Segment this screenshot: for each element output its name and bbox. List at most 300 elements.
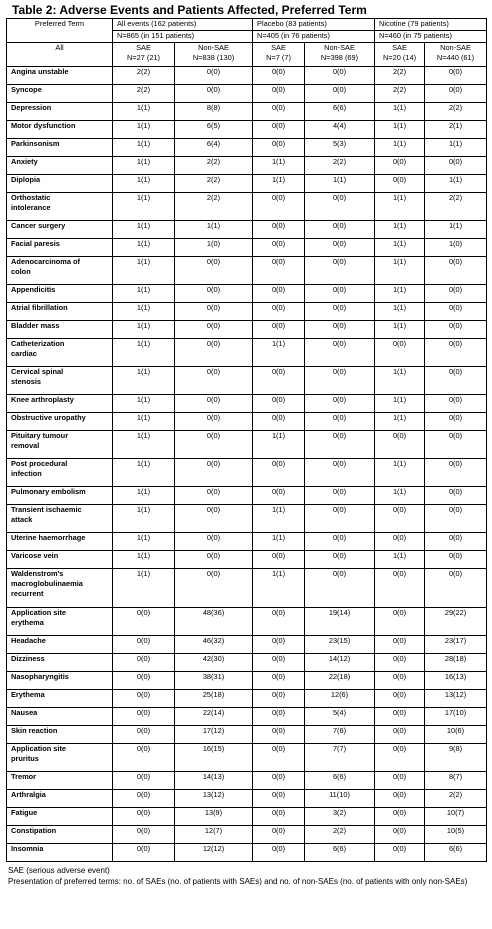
nonsae-label: Non-SAE (198, 43, 229, 52)
preferred-term-cell (7, 459, 113, 487)
preferred-term-line: Application site (11, 608, 67, 617)
nicotine-header: Nicotine (79 patients) (375, 19, 487, 31)
preferred-term-line: cardiac (11, 349, 37, 358)
preferred-term-line: Headache (11, 636, 46, 645)
preferred-term-line: Skin reaction (11, 726, 58, 735)
preferred-term-line: Nausea (11, 708, 38, 717)
all-sae-cell: 0(0) (113, 690, 175, 708)
all-sae-cell: 1(1) (113, 551, 175, 569)
nicotine-sae-cell: 0(0) (375, 844, 425, 862)
table-body (7, 67, 487, 862)
table-row (7, 431, 487, 459)
all-label: All (7, 43, 113, 67)
preferred-term-cell (7, 339, 113, 367)
nicotine-nonsae-cell: 0(0) (425, 85, 487, 103)
nicotine-nonsae-cell: 2(2) (425, 103, 487, 121)
placebo-nonsae-cell: 4(4) (305, 121, 375, 139)
nicotine-sae-cell: 1(1) (375, 395, 425, 413)
table-row (7, 339, 487, 367)
nicotine-sae-cell: 0(0) (375, 533, 425, 551)
preferred-term-line: Cancer surgery (11, 221, 66, 230)
preferred-term-cell (7, 533, 113, 551)
placebo-nonsae-cell: 0(0) (305, 85, 375, 103)
nicotine-nonsae-cell: 0(0) (425, 569, 487, 608)
nicotine-sae-cell: 0(0) (375, 608, 425, 636)
nicotine-nonsae-cell: 2(2) (425, 193, 487, 221)
all-sae-cell: 0(0) (113, 772, 175, 790)
placebo-nonsae-cell: 7(6) (305, 726, 375, 744)
all-nonsae-cell: 0(0) (175, 395, 253, 413)
all-sae-cell: 1(1) (113, 395, 175, 413)
all-sae-cell: 0(0) (113, 708, 175, 726)
nicotine-sae-cell: 1(1) (375, 257, 425, 285)
all-sae-cell: 1(1) (113, 221, 175, 239)
preferred-term-line: recurrent (11, 589, 44, 598)
preferred-term-cell (7, 157, 113, 175)
placebo-sae-cell: 0(0) (253, 85, 305, 103)
preferred-term-line: Adenocarcinoma of (11, 257, 80, 266)
placebo-sae-cell: 0(0) (253, 726, 305, 744)
all-sae-cell: 0(0) (113, 726, 175, 744)
preferred-term-cell (7, 808, 113, 826)
preferred-term-line: Orthostatic (11, 193, 51, 202)
placebo-sae-cell: 0(0) (253, 367, 305, 395)
placebo-nonsae-cell: 3(2) (305, 808, 375, 826)
table-row (7, 826, 487, 844)
all-sae-cell: 1(1) (113, 569, 175, 608)
placebo-nonsae-cell: 0(0) (305, 413, 375, 431)
placebo-header: Placebo (83 patients) (253, 19, 375, 31)
all-sae-cell: 1(1) (113, 139, 175, 157)
table-row (7, 533, 487, 551)
all-sae-cell: 1(1) (113, 175, 175, 193)
sae-label: SAE (271, 43, 286, 52)
table-row (7, 239, 487, 257)
placebo-nonsae-cell: 0(0) (305, 239, 375, 257)
all-sae-cell: 1(1) (113, 505, 175, 533)
nicotine-sae-cell: 1(1) (375, 221, 425, 239)
nicotine-sae-cell: 0(0) (375, 175, 425, 193)
all-sae-cell: 0(0) (113, 790, 175, 808)
all-sae-cell: 1(1) (113, 533, 175, 551)
all-sae-cell: 1(1) (113, 303, 175, 321)
preferred-term-cell (7, 85, 113, 103)
nicotine-sae-cell: 0(0) (375, 569, 425, 608)
sae-count: N=7 (7) (266, 53, 291, 62)
nicotine-sae-cell: 0(0) (375, 654, 425, 672)
preferred-term-line: Waldenstrom's (11, 569, 64, 578)
placebo-sae-cell: 0(0) (253, 636, 305, 654)
nicotine-nonsae-cell: 0(0) (425, 413, 487, 431)
all-sae-cell: 1(1) (113, 239, 175, 257)
placebo-sae-cell: 1(1) (253, 505, 305, 533)
placebo-sae-cell: 0(0) (253, 690, 305, 708)
all-sae-cell: 1(1) (113, 367, 175, 395)
nicotine-sae-cell: 0(0) (375, 672, 425, 690)
nicotine-sae-cell: 1(1) (375, 193, 425, 221)
preferred-term-cell (7, 413, 113, 431)
placebo-nonsae-cell: 0(0) (305, 487, 375, 505)
preferred-term-cell (7, 221, 113, 239)
preferred-term-cell (7, 505, 113, 533)
placebo-nonsae-cell: 0(0) (305, 67, 375, 85)
nicotine-nonsae-cell: 0(0) (425, 303, 487, 321)
preferred-term-line: Insomnia (11, 844, 44, 853)
nicotine-sae-cell: 1(1) (375, 367, 425, 395)
preferred-term-line: Catheterization (11, 339, 65, 348)
preferred-term-line: Parkinsonism (11, 139, 60, 148)
all-nonsae-cell: 16(15) (175, 744, 253, 772)
all-nonsae-cell: 0(0) (175, 303, 253, 321)
placebo-sae-cell: 0(0) (253, 608, 305, 636)
preferred-term-cell (7, 257, 113, 285)
preferred-term-line: Atrial fibrillation (11, 303, 68, 312)
table-row (7, 726, 487, 744)
table-row (7, 569, 487, 608)
preferred-term-line: Constipation (11, 826, 57, 835)
preferred-term-line: Erythema (11, 690, 45, 699)
all-nonsae-cell: 0(0) (175, 533, 253, 551)
placebo-sae-cell: 1(1) (253, 431, 305, 459)
all-nonsae-cell: 14(13) (175, 772, 253, 790)
placebo-nonsae-cell: 0(0) (305, 459, 375, 487)
placebo-sae-cell: 0(0) (253, 708, 305, 726)
all-nonsae-cell: 48(36) (175, 608, 253, 636)
preferred-term-cell (7, 672, 113, 690)
table-row (7, 487, 487, 505)
placebo-sae-cell: 0(0) (253, 239, 305, 257)
placebo-sae-cell: 0(0) (253, 395, 305, 413)
nonsae-label: Non-SAE (324, 43, 355, 52)
nicotine-nonsae-cell: 0(0) (425, 431, 487, 459)
nicotine-nonsae-cell: 0(0) (425, 395, 487, 413)
preferred-term-cell (7, 608, 113, 636)
nicotine-nonsae-cell: 1(1) (425, 175, 487, 193)
placebo-nonsae-cell: 0(0) (305, 505, 375, 533)
table-row (7, 121, 487, 139)
preferred-term-line: infection (11, 469, 42, 478)
preferred-term-line: Bladder mass (11, 321, 60, 330)
preferred-term-line: macroglobulinaemia (11, 579, 83, 588)
nicotine-nonsae-cell: 0(0) (425, 459, 487, 487)
nicotine-nonsae-cell: 0(0) (425, 257, 487, 285)
all-sae-cell: 2(2) (113, 67, 175, 85)
placebo-sae-cell: 0(0) (253, 459, 305, 487)
table-row (7, 221, 487, 239)
all-nonsae-cell: 2(2) (175, 193, 253, 221)
nicotine-nonsae-cell: 0(0) (425, 551, 487, 569)
placebo-sae-cell: 0(0) (253, 221, 305, 239)
nicotine-sae-cell: 1(1) (375, 487, 425, 505)
all-sae-cell: 0(0) (113, 672, 175, 690)
all-nonsae-cell: 0(0) (175, 339, 253, 367)
preferred-term-cell (7, 139, 113, 157)
nonsae-count: N=838 (130) (192, 53, 235, 62)
nicotine-sae-cell: 2(2) (375, 85, 425, 103)
preferred-term-cell (7, 726, 113, 744)
footnote-sae: SAE (serious adverse event) (8, 866, 110, 875)
placebo-nonsae-cell: 0(0) (305, 257, 375, 285)
preferred-term-cell (7, 193, 113, 221)
nicotine-nonsae-cell: 23(17) (425, 636, 487, 654)
preferred-term-line: Pituitary tumour (11, 431, 69, 440)
placebo-nonsae-cell: 2(2) (305, 826, 375, 844)
all-sae-cell: 0(0) (113, 608, 175, 636)
nicotine-nonsae-cell: 0(0) (425, 157, 487, 175)
preferred-term-line: intolerance (11, 203, 51, 212)
nicotine-nonsae-cell: 0(0) (425, 367, 487, 395)
table-row (7, 708, 487, 726)
nicotine-nonsae-cell: 13(12) (425, 690, 487, 708)
all-sae-cell: 0(0) (113, 808, 175, 826)
nicotine-nonsae-cell: 0(0) (425, 533, 487, 551)
nicotine-sae-cell: 0(0) (375, 636, 425, 654)
nicotine-nonsae-cell: 8(7) (425, 772, 487, 790)
placebo-nonsae-cell: 5(4) (305, 708, 375, 726)
placebo-nonsae-cell: 0(0) (305, 303, 375, 321)
placebo-sae-cell: 0(0) (253, 551, 305, 569)
preferred-term-cell (7, 239, 113, 257)
header-row-subcolumns (7, 43, 487, 67)
nicotine-sae-cell: 1(1) (375, 321, 425, 339)
all-nonsae-cell: 0(0) (175, 367, 253, 395)
all-nonsae-cell: 0(0) (175, 257, 253, 285)
all-nonsae-header (175, 43, 253, 67)
placebo-nonsae-cell: 14(12) (305, 654, 375, 672)
placebo-sae-cell: 0(0) (253, 772, 305, 790)
table-row (7, 844, 487, 862)
nicotine-nonsae-cell: 10(6) (425, 726, 487, 744)
all-nonsae-cell: 8(8) (175, 103, 253, 121)
placebo-nonsae-cell: 1(1) (305, 175, 375, 193)
nonsae-count: N=398 (69) (320, 53, 359, 62)
preferred-term-line: Cervical spinal (11, 367, 64, 376)
table-row (7, 285, 487, 303)
table-row (7, 636, 487, 654)
placebo-nonsae-cell: 0(0) (305, 321, 375, 339)
placebo-nonsae-cell: 22(18) (305, 672, 375, 690)
placebo-nonsae-cell: 2(2) (305, 157, 375, 175)
table-row (7, 67, 487, 85)
nicotine-nonsae-cell: 2(2) (425, 790, 487, 808)
nicotine-nonsae-cell: 9(8) (425, 744, 487, 772)
preferred-term-cell (7, 844, 113, 862)
all-nonsae-cell: 0(0) (175, 321, 253, 339)
table-row (7, 690, 487, 708)
table-row (7, 459, 487, 487)
placebo-sae-cell: 0(0) (253, 193, 305, 221)
preferred-term-cell (7, 431, 113, 459)
placebo-nonsae-cell: 0(0) (305, 431, 375, 459)
placebo-sae-cell: 1(1) (253, 175, 305, 193)
preferred-term-line: Angina unstable (11, 67, 69, 76)
placebo-nonsae-cell: 6(6) (305, 103, 375, 121)
placebo-sae-cell: 0(0) (253, 303, 305, 321)
table-row (7, 257, 487, 285)
placebo-nonsae-cell: 6(6) (305, 772, 375, 790)
table-row (7, 395, 487, 413)
table-row (7, 103, 487, 121)
preferred-term-cell (7, 67, 113, 85)
preferred-term-cell (7, 826, 113, 844)
nicotine-nonsae-cell: 10(5) (425, 826, 487, 844)
nicotine-sae-cell: 1(1) (375, 303, 425, 321)
table-row (7, 139, 487, 157)
all-nonsae-cell: 0(0) (175, 505, 253, 533)
preferred-term-line: Post procedural (11, 459, 68, 468)
nicotine-sae-cell: 0(0) (375, 431, 425, 459)
preferred-term-line: Anxiety (11, 157, 38, 166)
nicotine-nonsae-cell: 29(22) (425, 608, 487, 636)
placebo-sae-cell: 0(0) (253, 826, 305, 844)
all-sae-cell: 1(1) (113, 157, 175, 175)
nicotine-sae-cell: 0(0) (375, 826, 425, 844)
all-nonsae-cell: 0(0) (175, 431, 253, 459)
preferred-term-header: Preferred Term (7, 19, 113, 43)
preferred-term-line: removal (11, 441, 40, 450)
footnotes (8, 865, 486, 887)
placebo-sae-cell: 0(0) (253, 654, 305, 672)
nicotine-nonsae-cell: 0(0) (425, 285, 487, 303)
placebo-nonsae-cell: 0(0) (305, 551, 375, 569)
all-nonsae-cell: 46(32) (175, 636, 253, 654)
header-row-group-names (7, 19, 487, 31)
preferred-term-cell (7, 708, 113, 726)
nicotine-nonsae-cell: 1(0) (425, 239, 487, 257)
nicotine-nonsae-cell: 1(1) (425, 139, 487, 157)
nicotine-sae-cell: 1(1) (375, 239, 425, 257)
table-row (7, 303, 487, 321)
placebo-nonsae-cell: 7(7) (305, 744, 375, 772)
table-row (7, 505, 487, 533)
table-row (7, 608, 487, 636)
all-sae-cell: 1(1) (113, 257, 175, 285)
all-nonsae-cell: 6(4) (175, 139, 253, 157)
nicotine-nonsae-cell: 10(7) (425, 808, 487, 826)
all-sae-cell: 1(1) (113, 193, 175, 221)
placebo-nonsae-cell: 0(0) (305, 533, 375, 551)
nicotine-sae-cell: 0(0) (375, 708, 425, 726)
placebo-nonsae-cell: 0(0) (305, 569, 375, 608)
all-nonsae-cell: 17(12) (175, 726, 253, 744)
nicotine-nonsae-cell: 0(0) (425, 505, 487, 533)
all-nonsae-cell: 38(31) (175, 672, 253, 690)
preferred-term-cell (7, 103, 113, 121)
table-row (7, 413, 487, 431)
all-nonsae-cell: 0(0) (175, 85, 253, 103)
preferred-term-line: Application site (11, 744, 67, 753)
all-nonsae-cell: 42(30) (175, 654, 253, 672)
placebo-sae-cell: 0(0) (253, 321, 305, 339)
preferred-term-cell (7, 175, 113, 193)
sae-count: N=27 (21) (126, 53, 161, 62)
preferred-term-line: Varicose vein (11, 551, 59, 560)
placebo-sae-header (253, 43, 305, 67)
table-row (7, 175, 487, 193)
placebo-nonsae-header (305, 43, 375, 67)
all-sae-cell: 0(0) (113, 844, 175, 862)
sae-count: N=20 (14) (382, 53, 417, 62)
all-nonsae-cell: 0(0) (175, 569, 253, 608)
sae-label: SAE (392, 43, 407, 52)
all-nonsae-cell: 12(12) (175, 844, 253, 862)
table-row (7, 772, 487, 790)
all-nonsae-cell: 0(0) (175, 459, 253, 487)
preferred-term-line: colon (11, 267, 31, 276)
nicotine-sae-cell: 0(0) (375, 808, 425, 826)
nicotine-sae-cell: 1(1) (375, 285, 425, 303)
placebo-sae-cell: 0(0) (253, 67, 305, 85)
table-row (7, 85, 487, 103)
nicotine-sae-cell: 0(0) (375, 744, 425, 772)
all-sae-cell: 0(0) (113, 744, 175, 772)
preferred-term-line: Arthralgia (11, 790, 46, 799)
all-sae-cell: 0(0) (113, 654, 175, 672)
placebo-nonsae-cell: 0(0) (305, 395, 375, 413)
adverse-events-table (6, 18, 487, 862)
placebo-sae-cell: 0(0) (253, 808, 305, 826)
footnote-presentation: Presentation of preferred terms: no. of SAEs (no. of patients with SAEs) and no. of non-SAEs (no. of patients with only non-SAEs) (8, 877, 468, 886)
placebo-nonsae-cell: 12(6) (305, 690, 375, 708)
placebo-sae-cell: 0(0) (253, 413, 305, 431)
nicotine-nonsae-cell: 0(0) (425, 67, 487, 85)
nicotine-sae-cell: 0(0) (375, 772, 425, 790)
preferred-term-line: Depression (11, 103, 52, 112)
preferred-term-line: Pulmonary embolism (11, 487, 86, 496)
preferred-term-line: Knee arthroplasty (11, 395, 74, 404)
table-row (7, 654, 487, 672)
preferred-term-cell (7, 367, 113, 395)
nicotine-sae-cell: 1(1) (375, 413, 425, 431)
placebo-nonsae-cell: 0(0) (305, 221, 375, 239)
placebo-total: N=405 (in 76 patients) (253, 31, 375, 43)
table-row (7, 367, 487, 395)
nicotine-nonsae-cell: 28(18) (425, 654, 487, 672)
table-row (7, 321, 487, 339)
nicotine-nonsae-cell: 0(0) (425, 487, 487, 505)
preferred-term-cell (7, 551, 113, 569)
table-row (7, 808, 487, 826)
preferred-term-line: Syncope (11, 85, 42, 94)
all-events-header: All events (162 patients) (113, 19, 253, 31)
all-sae-cell: 1(1) (113, 285, 175, 303)
all-nonsae-cell: 0(0) (175, 285, 253, 303)
preferred-term-cell (7, 121, 113, 139)
placebo-nonsae-cell: 0(0) (305, 285, 375, 303)
preferred-term-cell (7, 690, 113, 708)
all-nonsae-cell: 0(0) (175, 67, 253, 85)
placebo-sae-cell: 0(0) (253, 285, 305, 303)
preferred-term-line: Motor dysfunction (11, 121, 76, 130)
placebo-sae-cell: 0(0) (253, 672, 305, 690)
nicotine-sae-cell: 1(1) (375, 103, 425, 121)
all-nonsae-cell: 0(0) (175, 413, 253, 431)
nicotine-nonsae-cell: 2(1) (425, 121, 487, 139)
placebo-sae-cell: 1(1) (253, 533, 305, 551)
all-nonsae-cell: 1(1) (175, 221, 253, 239)
all-nonsae-cell: 2(2) (175, 175, 253, 193)
nicotine-nonsae-header (425, 43, 487, 67)
all-sae-cell: 1(1) (113, 121, 175, 139)
nicotine-nonsae-cell: 0(0) (425, 339, 487, 367)
all-events-total: N=865 (in 151 patients) (113, 31, 253, 43)
preferred-term-line: Nasopharyngitis (11, 672, 69, 681)
nicotine-nonsae-cell: 0(0) (425, 321, 487, 339)
preferred-term-line: stenosis (11, 377, 41, 386)
placebo-sae-cell: 0(0) (253, 103, 305, 121)
placebo-sae-cell: 0(0) (253, 790, 305, 808)
all-nonsae-cell: 13(12) (175, 790, 253, 808)
